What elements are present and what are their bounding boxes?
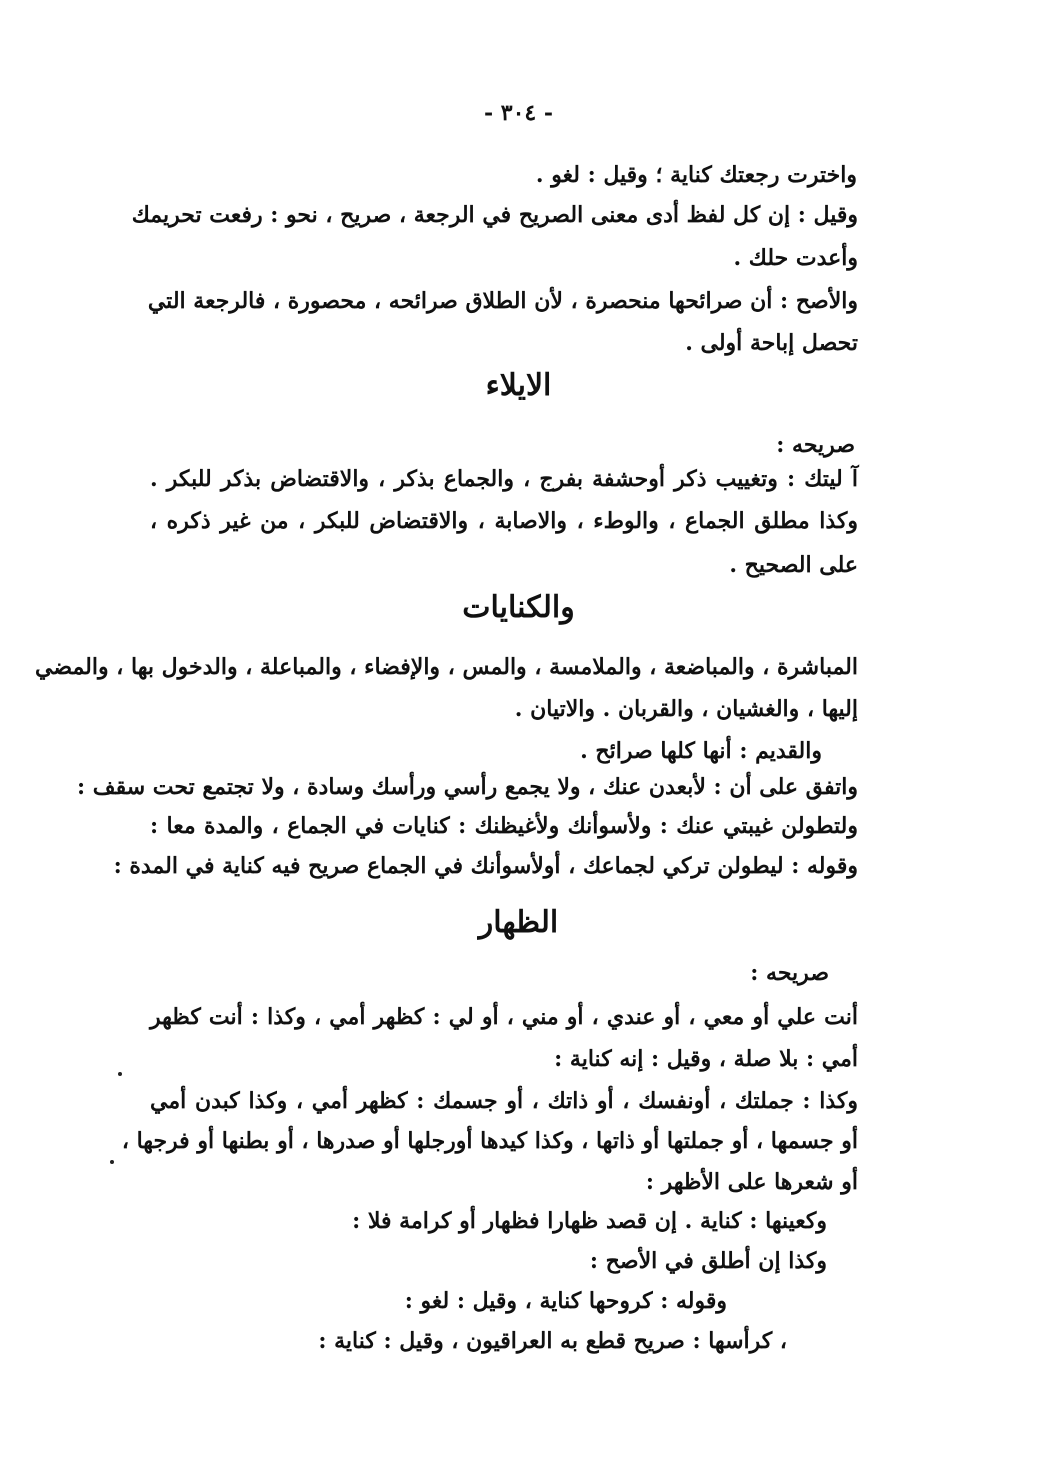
text-line: أنت علي أو معي ، أو عندي ، أو مني ، أو لي : كظهر أمي ، وكذا : أنت كظهر (150, 1004, 858, 1030)
text-line: وكعينها : كناية . إن قصد ظهارا فظهار أو كرامة فلا : (352, 1208, 827, 1234)
text-line: واتفق على أن : لأبعدن عنك ، ولا يجمع رأسي ورأسك وسادة ، ولا تجتمع تحت سقف : (77, 774, 858, 800)
text-line: ، كرأسها : صريح قطع به العراقيون ، وقيل : كناية : (318, 1328, 787, 1354)
text-line: إليها ، والغشيان ، والقربان . والاتيان . (514, 696, 858, 722)
section-heading-ila: الايلاء (485, 368, 552, 403)
text-line: وقوله : ليطولن تركي لجماعك ، أولأسوأنك في الجماع صريح فيه كناية في المدة : (113, 853, 858, 879)
text-line: وقيل : إن كل لفظ أدى معنى الصريح في الرجعة ، صريح ، نحو : رفعت تحريمك (131, 202, 858, 228)
text-line: وكذا إن أطلق في الأصح : (589, 1248, 827, 1274)
text-line: آ ليتك : وتغييب ذكر أوحشفة بفرج ، والجماع بذكر ، والاقتضاض بذكر للبكر . (150, 466, 858, 492)
text-line: والقديم : أنها كلها صرائح . (580, 738, 822, 764)
scan-speck (118, 1072, 122, 1076)
text-line: ولتطولن غيبتي عنك : ولأسوأنك ولأغيظنك : كنايات في الجماع ، والمدة معا : (150, 813, 858, 839)
text-line: وكذا : جملتك ، أونفسك ، أو ذاتك ، أو جسمك : كظهر أمي ، وكذا كبدن أمي (150, 1088, 858, 1114)
text-line: والأصح : أن صرائحها منحصرة ، لأن الطلاق صرائحه ، محصورة ، فالرجعة التي (147, 288, 858, 314)
text-line: أو جسمها ، أو جملتها أو ذاتها ، وكذا كيدها أورجلها أو صدرها ، أو بطنها أو فرجها ، (121, 1128, 858, 1154)
text-line: المباشرة ، والمباضعة ، والملامسة ، والمس ، والإفضاء ، والمباعلة ، والدخول بها ، والمضي (35, 654, 858, 680)
text-line: تحصل إباحة أولى . (685, 330, 858, 356)
section-heading-kinayat: والكنايات (462, 590, 575, 625)
text-label: صريحه : (750, 960, 829, 986)
text-line: أو شعرها على الأظهر : (645, 1169, 858, 1195)
text-line: على الصحيح . (729, 552, 858, 578)
text-line: وكذا مطلق الجماع ، والوطء ، والاصابة ، والاقتضاض للبكر ، من غير ذكره ، (150, 508, 858, 534)
text-line: وقوله : كروحها كناية ، وقيل : لغو : (404, 1288, 727, 1314)
text-line: وأعدت حلك . (733, 245, 858, 271)
text-label: صريحه : (776, 432, 855, 458)
text-line: واخترت رجعتك كناية ؛ وقيل : لغو . (535, 162, 857, 188)
scan-speck (110, 1160, 114, 1164)
section-heading-zihar: الظهار (478, 905, 559, 940)
text-line: أمي : بلا صلة ، وقيل : إنه كناية : (554, 1046, 858, 1072)
page-number: - ٣٠٤ - (483, 100, 554, 126)
